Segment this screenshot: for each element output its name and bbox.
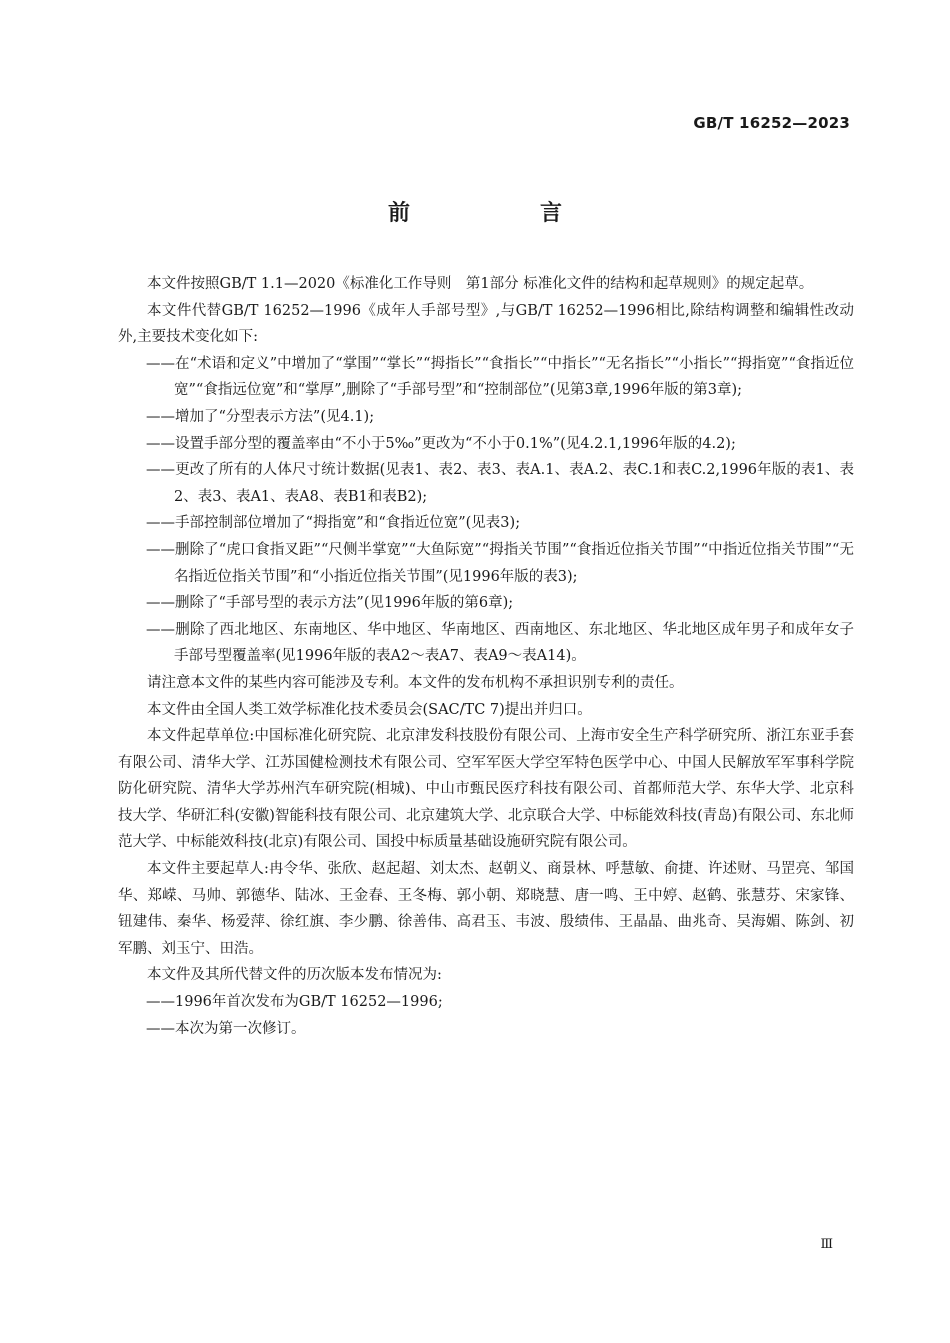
paragraph-drafting-rule: 本文件按照GB/T 1.1—2020《标准化工作导则 第1部分 标准化文件的结构和起草规则》的规定起草。	[147, 276, 814, 292]
change-item: ——删除了“手部号型的表示方法”(见1996年版的第6章);	[146, 595, 514, 612]
proposer-notice: 本文件由全国人类工效学标准化技术委员会(SAC/TC 7)提出并归口。	[147, 701, 592, 718]
history-intro: 本文件及其所代替文件的历次版本发布情况为:	[147, 967, 442, 984]
history-item: ——1996年首次发布为GB/T 16252—1996;	[146, 994, 443, 1011]
paragraph-replacement: 本文件代替GB/T 16252—1996《成年人手部号型》,与GB/T 16252—1996相比,除结构调整和编辑性改动外,主要技术变化如下:	[118, 302, 854, 346]
document-body	[118, 271, 854, 1042]
change-item: ——删除了“虎口食指叉距”“尺侧半掌宽”“大鱼际宽”“拇指关节围”“食指近位指关节围”“中指近位指关节围”“无名指近位指关节围”和“小指近位指关节围”(见1996年版的表3);	[146, 541, 854, 585]
page-title: 前 言	[387, 201, 616, 226]
standard-number: GB/T 16252—2023	[693, 114, 850, 132]
change-item: ——在“术语和定义”中增加了“掌围”“掌长”“拇指长”“食指长”“中指长”“无名指长”“小指长”“拇指宽”“食指近位宽”“食指远位宽”和“掌厚”,删除了“手部号型”和“控制部位”(见第3章,1996年版的第3章);	[146, 355, 854, 399]
patent-notice: 请注意本文件的某些内容可能涉及专利。本文件的发布机构不承担识别专利的责任。	[147, 674, 684, 691]
change-item: ——更改了所有的人体尺寸统计数据(见表1、表2、表3、表A.1、表A.2、表C.1和表C.2,1996年版的表1、表2、表3、表A1、表A8、表B1和表B2);	[146, 462, 854, 505]
change-item: ——手部控制部位增加了“拇指宽”和“食指近位宽”(见表3);	[146, 515, 521, 532]
main-drafters: 本文件主要起草人:冉令华、张欣、赵起超、刘太杰、赵朝义、商景林、呼慧敏、俞捷、许述财、马罡亮、邹国华、郑嵘、马帅、郭德华、陆冰、王金春、王冬梅、郭小朝、郑晓慧、唐一鸣、王中婷、赵鹤、张慧芬、宋家锋、钮建伟、秦华、杨爱萍、徐红旗、李少鹏、徐善伟、高君玉、韦波、殷绩伟、王晶晶、曲兆奇、吴海媚、陈剑、初军鹏、刘玉宁、田浩。	[118, 861, 854, 957]
history-item: ——本次为第一次修订。	[146, 1020, 306, 1037]
change-item: ——删除了西北地区、东南地区、华中地区、华南地区、西南地区、东北地区、华北地区成年男子和成年女子手部号型覆盖率(见1996年版的表A2～表A7、表A9～表A14)。	[146, 621, 854, 665]
page-number: Ⅲ	[820, 1237, 833, 1252]
change-item: ——设置手部分型的覆盖率由“不小于5‰”更改为“不小于0.1%”(见4.2.1,1996年版的4.2);	[146, 435, 736, 452]
drafting-units: 本文件起草单位:中国标准化研究院、北京津发科技股份有限公司、上海市安全生产科学研究所、浙江东亚手套有限公司、清华大学、江苏国健检测技术有限公司、空军军医大学空军特色医学中心、中国人民解放军军事科学院防化研究院、清华大学苏州汽车研究院(相城)、中山市甄民医疗科技有限公司、首都师范大学、东华大学、北京科技大学、华研汇科(安徽)智能科技有限公司、北京建筑大学、北京联合大学、中标能效科技(青岛)有限公司、东北师范大学、中标能效科技(北京)有限公司、国投中标质量基础设施研究院有限公司。	[118, 728, 854, 851]
change-item: ——增加了“分型表示方法”(见4.1);	[146, 408, 375, 425]
